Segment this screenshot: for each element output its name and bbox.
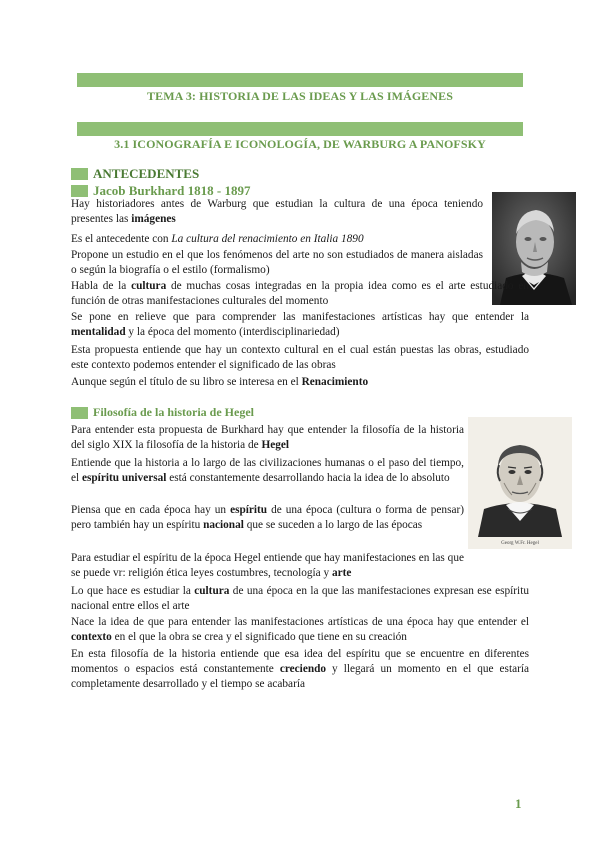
- heading-marker: [71, 407, 88, 419]
- burkhard-paragraph-6: Esta propuesta entiende que hay un contexto cultural en el cual están puestas las obras, estudiado este contexto podemos entender el significado de las obras: [71, 344, 529, 372]
- burkhard-paragraph-7: Aunque según el título de su libro se interesa en el Renacimiento: [71, 376, 369, 388]
- subtitle-bar: [77, 122, 523, 136]
- page-number: 1: [515, 796, 522, 811]
- section-title: 3.1 ICONOGRAFÍA E ICONOLOGÍA, DE WARBURG A PANOFSKY: [114, 137, 486, 151]
- hegel-paragraph-4: Para estudiar el espíritu de la época Hegel entiende que hay manifestaciones en las que se puede vr: religión ética leyes costumbres, tecnología y arte: [71, 552, 464, 580]
- burkhard-paragraph-3: Propone un estudio en el que los fenómenos del arte no son estudiados de manera aisladas o según la biografía o el estilo (formalismo): [71, 249, 483, 277]
- antecedentes-heading-text: ANTECEDENTES: [93, 165, 200, 181]
- heading-marker: [71, 185, 88, 197]
- hegel-paragraph-3: Piensa que en cada época hay un espíritu de una época (cultura o forma de pensar) pero también hay un espíritu nacional que se suceden a lo largo de las épocas: [71, 504, 464, 532]
- document-title: TEMA 3: HISTORIA DE LAS IDEAS Y LAS IMÁGENES: [146, 89, 454, 103]
- hegel-portrait-caption: Georg W.Fr. Hegel: [501, 541, 539, 546]
- hegel-paragraph-2: Entiende que la historia a lo largo de las civilizaciones humanas o el paso del tiempo, el espíritu universal está constantemente desarrollando hacia la idea de lo absoluto: [71, 457, 464, 485]
- hegel-portrait: [468, 417, 572, 549]
- title-bar-top: [77, 73, 523, 87]
- burkhard-paragraph-1: Hay historiadores antes de Warburg que estudian la cultura de una época teniendo presentes las imágenes: [71, 198, 483, 226]
- heading-marker: [71, 168, 88, 180]
- hegel-heading-text: Filosofía de la historia de Hegel: [93, 405, 254, 419]
- burkhard-paragraph-5: Se pone en relieve que para comprender las manifestaciones artísticas hay que entender la mentalidad y la época del momento (interdisciplinariedad): [71, 311, 529, 339]
- hegel-paragraph-1: Para entender esta propuesta de Burkhard hay que entender la filosofía de la historia del siglo XIX la filosofía de la historia de Hegel: [71, 424, 464, 452]
- hegel-paragraph-6: Nace la idea de que para entender las manifestaciones artísticas de una época hay que entender el contexto en el que la obra se crea y el significado que tiene en su creación: [71, 616, 529, 644]
- burkhard-paragraph-2: Es el antecedente con La cultura del renacimiento en Italia 1890: [71, 233, 364, 245]
- burkhard-paragraph-4: Habla de la cultura de muchas cosas integradas en la propia idea como es el arte estudiado en función de otras manifestaciones culturales del momento: [71, 280, 529, 308]
- burkhard-heading: [71, 183, 250, 198]
- hegel-paragraph-7: En esta filosofía de la historia entiende que esa idea del espíritu que se encuentre en diferentes momentos o espacios está constantemente creciendo y llegará un momento en el que estaría completamente desarrollado y el tiempo se acabaría: [71, 648, 530, 691]
- burkhard-heading-text: Jacob Burkhard 1818 - 1897: [93, 182, 251, 198]
- hegel-paragraph-5: Lo que hace es estudiar la cultura de una época en la que las manifestaciones expresan ese espíritu nacional entre ellos el arte: [71, 585, 529, 613]
- antecedentes-heading: [71, 166, 199, 181]
- hegel-heading: [71, 405, 254, 420]
